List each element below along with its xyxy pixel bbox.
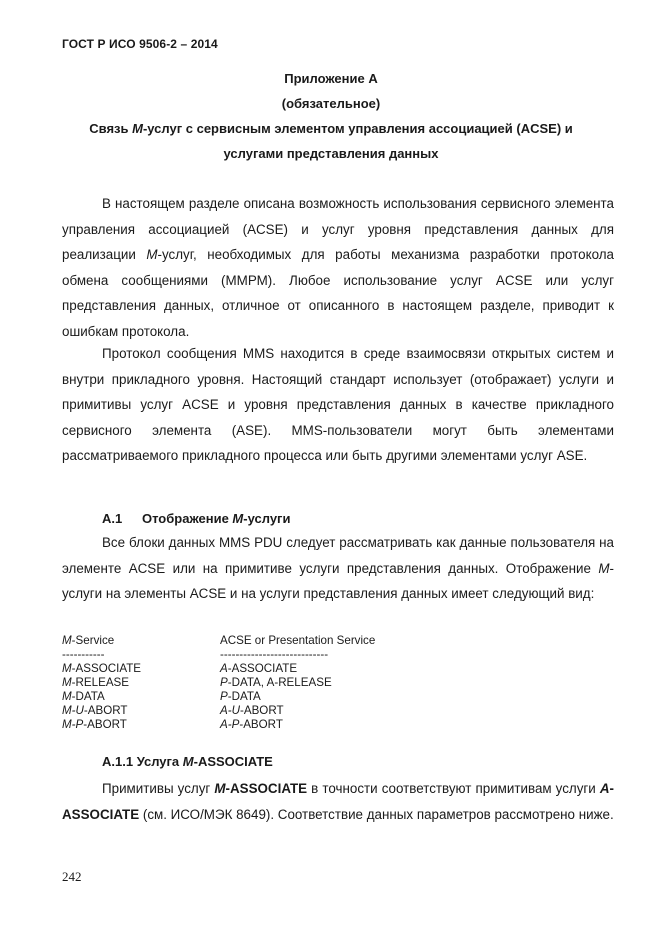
mapping-col2-header: ACSE or Presentation Service <box>220 634 376 647</box>
appendix-title: Приложение А <box>284 71 378 86</box>
section-a1-heading: А.1 Отображение М-услуги <box>102 511 291 526</box>
section-a1-paragraph: Все блоки данных MMS PDU следует рассматривать как данные пользователя на элементе ACSE или на примитиве услуги представления данных. Отображение М-услуги на элементы ACSE и на услуги представления данных имеет следующий вид: <box>62 535 614 601</box>
mapping-row: M-DATA P-DATA <box>62 690 261 703</box>
appendix-status: (обязательное) <box>281 96 381 111</box>
mapping-col2-rule: ---------------------------- <box>220 648 329 661</box>
document-header: ГОСТ Р ИСО 9506-2 – 2014 <box>62 37 218 51</box>
mapping-col1-header: M-Service <box>62 634 115 647</box>
mapping-row: M-P-ABORT A-P-ABORT <box>62 718 283 731</box>
appendix-heading-line2: услугами представления данных <box>223 146 439 161</box>
page-number: 242 <box>62 869 82 884</box>
service-mapping-table <box>62 634 375 732</box>
mapping-col1-rule: ----------- <box>62 648 105 661</box>
mapping-row: M-U-ABORT A-U-ABORT <box>62 704 284 717</box>
mapping-row: M-ASSOCIATE A-ASSOCIATE <box>62 662 298 675</box>
section-a11-paragraph: Примитивы услуг М-ASSOCIATE в точности соответствуют примитивам услуги А-ASSOCIATE (см. ИСО/МЭК 8649). Соответствие данных параметров рассмотрено ниже. <box>62 781 614 822</box>
mapping-rule-row <box>62 648 375 662</box>
mapping-row: M-RELEASE P-DATA, A-RELEASE <box>62 676 332 689</box>
intro-paragraph-2: Протокол сообщения MMS находится в среде взаимосвязи открытых систем и внутри прикладного уровня. Настоящий стандарт использует (отображает) услуги и примитивы услуг ACSE и уровня представления данных в качестве прикладного сервисного элемента (ASE). MMS-пользователи могут быть элементами рассматриваемого прикладного процесса или быть другими элементами услуг ASE. <box>62 346 614 463</box>
section-a11-heading: А.1.1 Услуга М-ASSOCIATE <box>102 754 273 769</box>
mapping-header-row <box>62 634 375 648</box>
intro-paragraph-1: В настоящем разделе описана возможность использования сервисного элемента управления ассоциацией (ACSE) и услуг уровня представления данных для реализации М-услуг, необходимых для работы механизма разработки протокола обмена сообщениями (ММРМ). Любое использование услуг ACSE или услуг представления данных, отличное от описанного в настоящем разделе, приводит к ошибкам протокола. <box>62 196 614 339</box>
appendix-heading: Связь М-услуг с сервисным элементом управления ассоциацией (ACSE) и <box>89 121 573 136</box>
